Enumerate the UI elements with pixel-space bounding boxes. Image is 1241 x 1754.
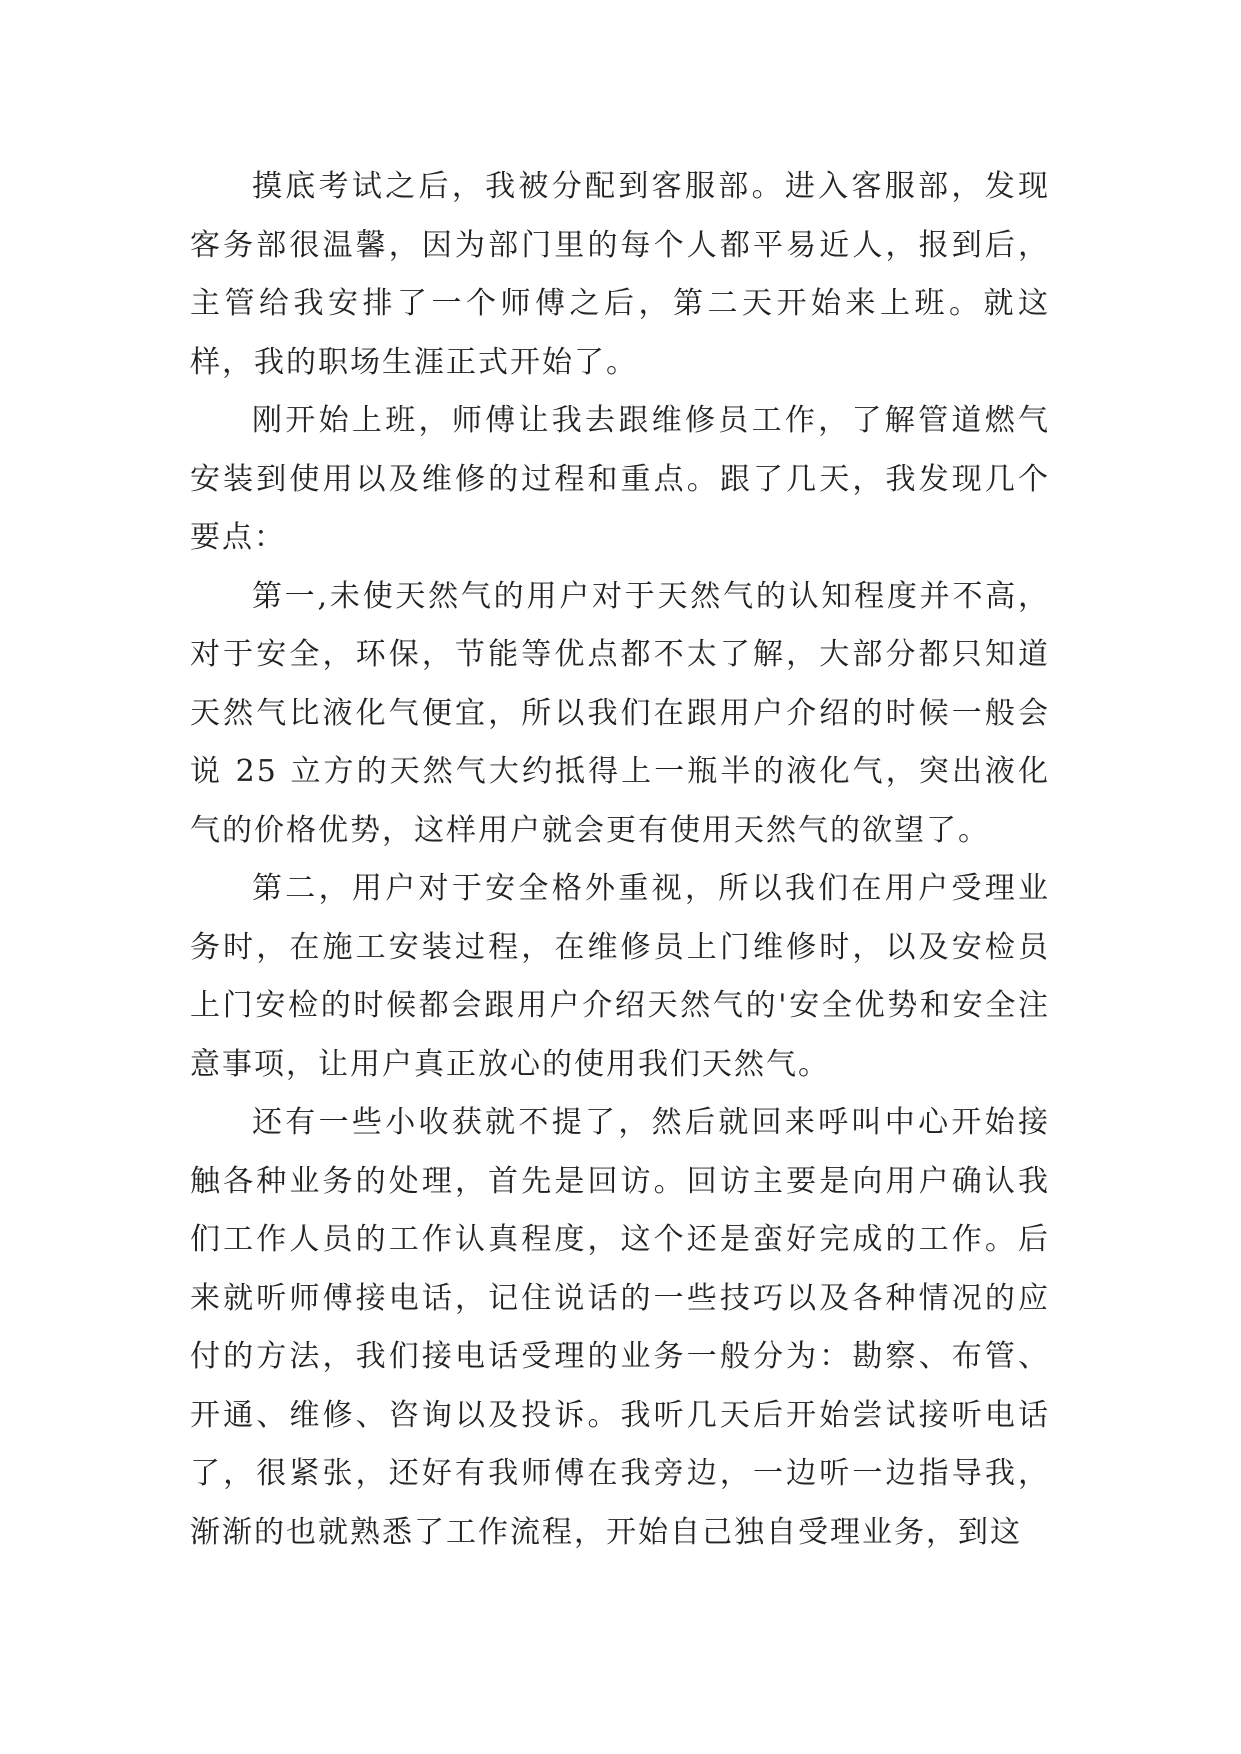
- paragraph-5: 还有一些小收获就不提了，然后就回来呼叫中心开始接触各种业务的处理，首先是回访。回访主要是向用户确认我们工作人员的工作认真程度，这个还是蛮好完成的工作。后来就听师傅接电话，记住说话的一些技巧以及各种情况的应付的方法，我们接电话受理的业务一般分为：勘察、布管、开通、维修、咨询以及投诉。我听几天后开始尝试接听电话了，很紧张，还好有我师傅在我旁边，一边听一边指导我，渐渐的也就熟悉了工作流程，开始自己独自受理业务，到这: [190, 1105, 1050, 1550]
- paragraph-3: 第一,未使天然气的用户对于天然气的认知程度并不高，对于安全，环保，节能等优点都不太了解，大部分都只知道天然气比液化气便宜，所以我们在跟用户介绍的时候一般会说 25 立方的天然气大约抵得上一瓶半的液化气，突出液化气的价格优势，这样用户就会更有使用天然气的欲望了。: [190, 578, 1050, 848]
- document-body: [190, 158, 1050, 1562]
- paragraph-1: 摸底考试之后，我被分配到客服部。进入客服部，发现客务部很温馨，因为部门里的每个人都平易近人，报到后，主管给我安排了一个师傅之后，第二天开始来上班。就这样，我的职场生涯正式开始了。: [190, 169, 1050, 380]
- paragraph-4: 第二，用户对于安全格外重视，所以我们在用户受理业务时，在施工安装过程，在维修员上门维修时，以及安检员上门安检的时候都会跟用户介绍天然气的'安全优势和安全注意事项，让用户真正放心的使用我们天然气。: [190, 871, 1050, 1082]
- paragraph-2: 刚开始上班，师傅让我去跟维修员工作，了解管道燃气安装到使用以及维修的过程和重点。跟了几天，我发现几个要点：: [190, 403, 1050, 555]
